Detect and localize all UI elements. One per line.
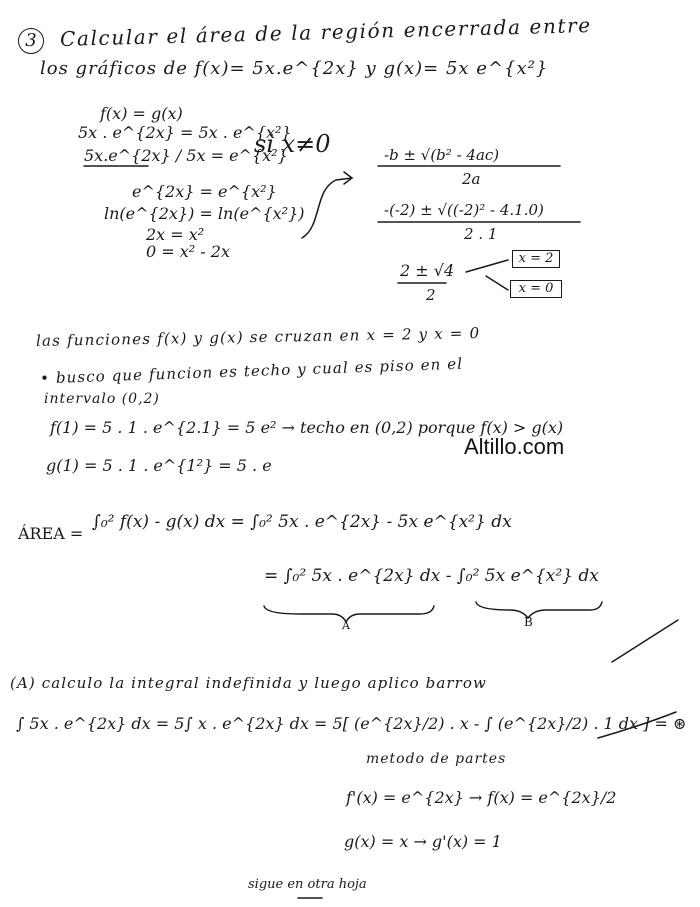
parts-g: g(x) = x → g'(x) = 1 [344, 832, 502, 851]
root-0-label: x = 0 [518, 281, 554, 296]
equate-step-4: e^{2x} = e^{x²} [132, 182, 277, 201]
star-arrow-stroke [598, 712, 676, 738]
quadratic-formula-denominator: 2a [462, 170, 481, 188]
brace-label-b: B [524, 615, 533, 629]
method-label: metodo de partes [366, 751, 507, 767]
arrow-to-root-2 [466, 260, 508, 272]
connector-curve [302, 178, 352, 238]
equate-step-2: 5x . e^{2x} = 5x . e^{x²} [78, 123, 292, 142]
part-a-integral: ∫ 5x . e^{2x} dx = 5∫ x . e^{2x} dx = 5[ (e^{2x}/2) . x - ∫ (e^{2x}/2) . 1 dx ] = ⊛ [16, 714, 687, 733]
brace-a [264, 606, 434, 622]
brace-b [476, 602, 602, 618]
brace-label-a: A [342, 619, 350, 632]
nonzero-condition: si x≠0 [254, 130, 331, 158]
equate-step-5: ln(e^{2x}) = ln(e^{x²}) [104, 204, 305, 223]
quadratic-formula-numerator: -b ± √(b² - 4ac) [384, 146, 500, 164]
arrow-to-root-0 [486, 276, 508, 290]
equate-step-3: 5x.e^{2x} / 5x = e^{x²} [84, 146, 288, 165]
area-integral-line1: ∫₀² f(x) - g(x) dx = ∫₀² 5x . e^{2x} - 5x e^{x²} dx [92, 512, 512, 532]
root-2-label: x = 2 [518, 251, 554, 266]
f-evaluation: f(1) = 5 . 1 . e^{2.1} = 5 e² → techo en (0,2) porque f(x) > g(x) [50, 418, 564, 437]
problem-number: 3 [18, 28, 44, 54]
crossing-statement: las funciones f(x) y g(x) se cruzan en x = 2 y x = 0 [35, 324, 481, 350]
parts-fprime: f'(x) = e^{2x} → f(x) = e^{2x}/2 [346, 788, 617, 807]
problem-statement-line2: los gráficos de f(x)= 5x.e^{2x} y g(x)= 5x e^{x²} [40, 58, 549, 79]
g-evaluation: g(1) = 5 . 1 . e^{1²} = 5 . e [46, 456, 272, 475]
ceiling-question-line1: • busco que funcion es techo y cual es piso en el [39, 354, 464, 388]
quadratic-substitution-numerator: -(-2) ± √((-2)² - 4.1.0) [384, 201, 544, 219]
area-label: ÁREA = [18, 524, 84, 543]
quadratic-substitution-denominator: 2 . 1 [464, 225, 498, 243]
equate-step-6: 2x = x² [146, 225, 205, 244]
continue-note: sigue en otra hoja [248, 877, 367, 892]
equate-step-1: f(x) = g(x) [100, 104, 183, 123]
quadratic-result-denominator: 2 [426, 286, 436, 304]
equate-step-7: 0 = x² - 2x [146, 242, 230, 261]
area-integral-line2: = ∫₀² 5x . e^{2x} dx - ∫₀² 5x e^{x²} dx [264, 566, 599, 586]
problem-statement-line1: Calcular el área de la región encerrada entre [59, 13, 592, 51]
watermark: Altillo.com [464, 434, 565, 459]
quadratic-result-numerator: 2 ± √4 [400, 261, 455, 280]
diagonal-stroke [612, 620, 678, 662]
ceiling-question-line2: intervalo (0,2) [44, 391, 160, 407]
part-a-title: (A) calculo la integral indefinida y luego aplico barrow [10, 674, 487, 692]
